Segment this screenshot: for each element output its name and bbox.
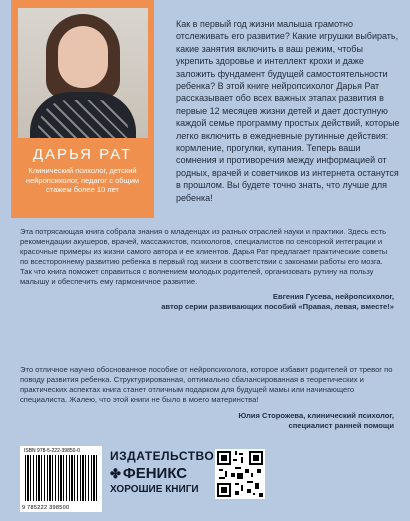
author-bio: Клинический психолог, детский нейропсихолог, педагог с общим стажем более 10 лет	[25, 166, 140, 194]
barcode	[20, 446, 102, 512]
review-signature-title: автор серии развивающих пособий «Правая, левая, вместе!»	[161, 301, 394, 311]
phoenix-icon: ✤	[110, 465, 121, 481]
barcode-bars	[25, 455, 97, 501]
publisher-label: ИЗДАТЕЛЬСТВО	[110, 449, 215, 463]
review-storozheva	[20, 365, 394, 432]
publisher-name: ФЕНИКС	[122, 465, 188, 482]
barcode-number: 9 785222 398500	[22, 505, 70, 511]
isbn: ISBN 978-5-222-39850-0	[24, 448, 80, 454]
publisher-logo	[110, 449, 215, 495]
review-signature-name: Евгения Гусева, нейропсихолог,	[272, 291, 394, 301]
book-description: Как в первый год жизни малыша грамотно отслеживать его развитие? Какие игрушки выбирать, какие занятия включить в ваш режим, чтобы укрепить здоровье и интеллект крохи и даже заложить фундамент будущей самостоятельности ребенка? В этой книге нейропсихолог Дарья Рат рассказывает обо всех важных этапах развития в первые 12 месяцев жизни детей и дает доступную каждой семье программу простых действий, которые легко включить в ежедневные рутинные действия: кормление, прогулки, купания. Теперь ваши сомнения и противоречия между информацией от родных, врачей и советчиков из интернета останутся в прошлом. Вы будете точно знать, что лучше для ребенка!	[176, 19, 400, 203]
author-panel	[11, 0, 154, 218]
qr-code	[215, 449, 265, 499]
qr-code-graphic	[215, 449, 265, 499]
review-signature-title: специалист ранней помощи	[288, 421, 394, 431]
author-photo	[18, 8, 148, 138]
review-gusева	[20, 227, 394, 312]
publisher-slogan: ХОРОШИЕ КНИГИ	[110, 484, 199, 495]
review-text: Эта потрясающая книга собрала знания о младенцах из разных отраслей науки и практики. Здесь есть рекомендации акушеров, врачей, массажистов, психологов, специалистов по сенсорной интеграции и красочные примеры из жизни самого автора и ее клиентов. Дарья Рат предлагает практические советы по всестороннему развитию ребенка в первый год жизни в соответствии с законами работы его мозга. Так что книга поможет справиться с волнением молодых родителей, организовать рутину на пользу малышу и обеспечить ему гармоничное развитие.	[20, 227, 388, 287]
review-signature-name: Юлия Сторожева, клинический психолог,	[238, 411, 394, 421]
author-name: ДАРЬЯ РАТ	[32, 146, 133, 163]
review-text: Это отличное научно обоснованное пособие от нейропсихолога, которое избавит родителей от тревог по поводу развития ребенка. Структурированная, оптимально сбалансированная в теоретических и практических аспектах книга станет отличным подарком для будущей мамы или начинающего специалиста. Жалею, что этой книги не было в моего материнства!	[20, 365, 393, 405]
